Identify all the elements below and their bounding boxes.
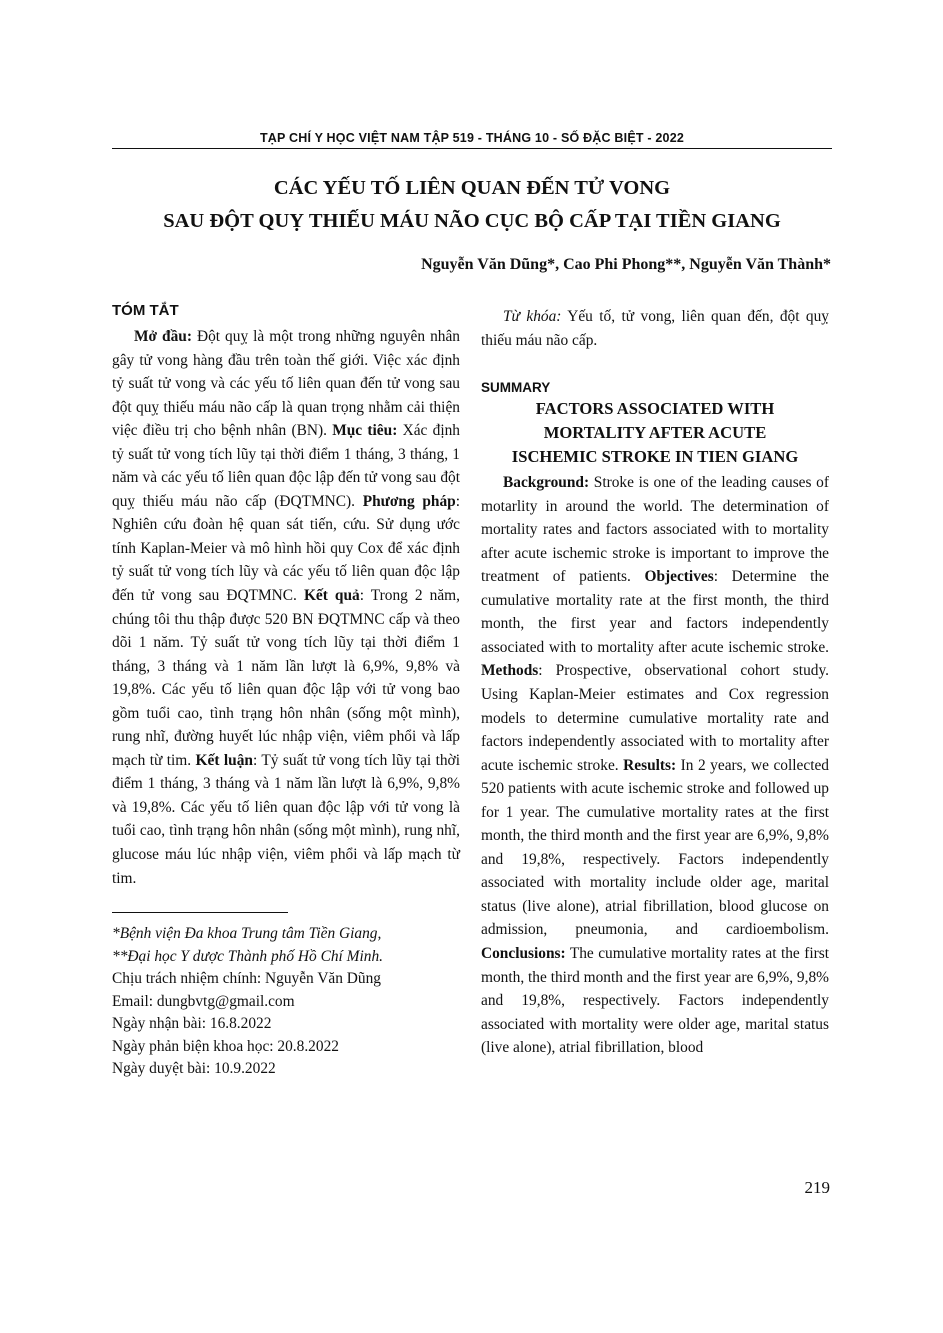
background-text: Stroke is one of the leading causes of motarlity in around the world. The determination of mortality rates and factors associated with to mortality after acute ischemic stroke is important to improve the treatment of patients. <box>481 474 829 586</box>
summary-heading: SUMMARY <box>481 380 551 396</box>
en-objectives-text: : Determine the cumulative mortality rate at the first month, the third month, the first year and factors independently associated with to mortality after acute ischemic stroke. <box>481 568 829 656</box>
footnote-divider <box>112 912 288 913</box>
background-label: Background: <box>503 474 590 492</box>
en-results-text: In 2 years, we collected 520 patients with acute ischemic stroke and followed up for 1 year. The cumulative mortality rates at the first month, the third month and the first year are 6,9%, 9,8% and 19,8%, respectively. Factors independently associated with mortality include older age, marital status (live alone), atrial fibrillation, blood glucose on admission, pneumonia, and cardioembolism. <box>481 756 829 939</box>
header-rule <box>112 148 832 149</box>
en-conclusions-text: The cumulative mortality rates at the first month, the third month and the first year are 6,9%, 9,8% and 19,8%, respectively. Factors independently associated with mortality were older age, marital status (live alone), atrial fibrillation, blood <box>481 945 829 1057</box>
en-results-label: Results: <box>623 756 677 774</box>
english-title <box>481 397 829 469</box>
title-line-2: SAU ĐỘT QUỴ THIẾU MÁU NÃO CỤC BỘ CẤP TẠI TIỀN GIANG <box>163 210 781 232</box>
keywords-paragraph <box>481 305 829 352</box>
english-title-line-2: MORTALITY AFTER ACUTE <box>543 423 767 443</box>
responsible-author: Chịu trách nhiệm chính: Nguyễn Văn Dũng <box>112 970 382 988</box>
results-text: : Trong 2 năm, chúng tôi thu thập được 520 BN ĐQTMNC cấp và theo dõi 1 năm. Tỷ suất tử vong tích lũy tại thời điểm 1 tháng, 3 tháng và 1 năm lần lượt là 6,9%, 9,8% và 19,8%. Các yếu tố liên quan độc lập với tử vong bao gồm tuổi cao, tình trạng hôn nhân (sống một mình), rung nhĩ, đường huyết lúc nhập viện, viêm phổi và lấp mạch từ tim. <box>112 587 460 769</box>
keywords-label: Từ khóa: <box>503 308 562 325</box>
date-accepted: Ngày duyệt bài: 10.9.2022 <box>112 1060 276 1078</box>
page-number: 219 <box>804 1178 830 1197</box>
affiliation-1: *Bệnh viện Đa khoa Trung tâm Tiền Giang, <box>112 925 382 943</box>
affiliation-2: **Đại học Y dược Thành phố Hồ Chí Minh. <box>112 947 383 965</box>
date-reviewed: Ngày phản biện khoa học: 20.8.2022 <box>112 1037 339 1055</box>
intro-label: Mở đầu: <box>134 328 192 345</box>
contact-email: Email: dungbvtg@gmail.com <box>112 992 295 1010</box>
author-list: Nguyễn Văn Dũng*, Cao Phi Phong**, Nguyễn Văn Thành* <box>421 256 831 273</box>
intro-text: Đột quỵ là một trong những nguyên nhân gây tử vong hàng đầu trên toàn thế giới. Việc xác định tỷ suất tử vong và các yếu tố liên quan đến tử vong sau đột quỵ thiếu máu não cấp là quan trọng nhằm cải thiện việc điều trị cho bệnh nhân (BN). <box>112 328 460 440</box>
methods-label: Phương pháp <box>362 492 456 510</box>
results-label: Kết quả <box>303 587 360 605</box>
methods-text: : Nghiên cứu đoàn hệ quan sát tiến, cứu. Sử dụng ước tính Kaplan-Meier và mô hình hồi quy Cox để xác định tỷ suất tử vong tích lũy và các yếu tố liên quan độc lập đến tử vong sau ĐQTMNC. <box>112 492 460 605</box>
abstract-vi-paragraph <box>112 325 460 890</box>
english-title-line-1: FACTORS ASSOCIATED WITH <box>535 399 775 419</box>
en-objectives-label: Objectives <box>644 568 714 586</box>
right-column <box>481 305 829 1060</box>
conclusion-label: Kết luận <box>195 751 253 769</box>
left-column <box>112 302 460 1081</box>
article-title <box>112 172 832 238</box>
running-header: TẠP CHÍ Y HỌC VIỆT NAM TẬP 519 - THÁNG 10 - SỐ ĐẶC BIỆT - 2022 <box>259 131 685 145</box>
objectives-label: Mục tiêu: <box>332 422 398 440</box>
en-conclusions-label: Conclusions: <box>481 945 566 963</box>
title-line-1: CÁC YẾU TỐ LIÊN QUAN ĐẾN TỬ VONG <box>273 177 671 199</box>
date-received: Ngày nhận bài: 16.8.2022 <box>112 1015 272 1033</box>
en-methods-label: Methods <box>481 662 539 680</box>
objectives-text: Xác định tỷ suất tử vong tích lũy tại thời điểm 1 tháng, 3 tháng, 1 năm và các yếu tố liên quan độc lập đến tử vong sau đột quỵ thiếu máu não cấp (ĐQTMNC). <box>112 422 460 510</box>
abstract-heading: TÓM TẮT <box>112 302 179 319</box>
english-title-line-3: ISCHEMIC STROKE IN TIEN GIANG <box>511 447 799 467</box>
conclusion-text: : Tỷ suất tử vong tích lũy tại thời điểm 1 tháng, 3 tháng và 1 năm lần lượt là 6,9%, 9,8% và 19,8%. Các yếu tố liên quan độc lập với tử vong là tuổi cao, tình trạng hôn nhân (sống một mình), rung nhĩ, glucose máu lúc nhập viện, viêm phổi và lấp mạch từ tim. <box>112 751 460 887</box>
keywords-text: Yếu tố, tử vong, liên quan đến, đột quỵ thiếu máu não cấp. <box>481 308 829 349</box>
en-methods-text: : Prospective, observational cohort study. Using Kaplan-Meier estimates and Cox regression models to determine cumulative mortality rate and factors independently associated with to mortality after acute ischemic stroke. <box>481 662 829 774</box>
summary-paragraph <box>481 471 829 1060</box>
